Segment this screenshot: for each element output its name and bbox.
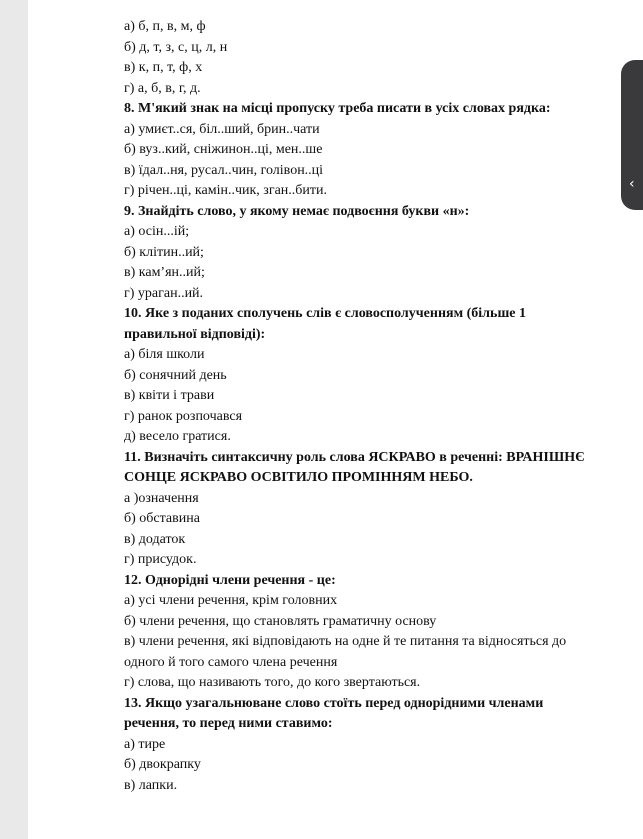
answer-option: б) сонячний день bbox=[124, 367, 227, 383]
answer-option: а) біля школи bbox=[124, 347, 205, 362]
document-page bbox=[28, 0, 643, 839]
answer-option: б) д, т, з, с, ц, л, н bbox=[124, 39, 228, 55]
question-text: 10. Яке з поданих сполучень слів є словосполученням (більше 1 bbox=[124, 306, 526, 321]
answer-option: г) ранок розпочався bbox=[124, 408, 243, 424]
answer-option: г) присудок. bbox=[124, 552, 197, 567]
answer-option: одного й того самого члена речення bbox=[124, 654, 338, 670]
question-text: 11. Визначіть синтаксичну роль слова ЯСКРАВО в реченні: ВРАНІШНЄ bbox=[124, 449, 585, 465]
answer-option: б) члени речення, що становлять граматичну основу bbox=[124, 613, 437, 629]
answer-option: г) слова, що називають того, до кого звертаються. bbox=[124, 675, 421, 690]
answer-option: д) весело гратися. bbox=[124, 429, 231, 444]
question-text: 8. М'який знак на місці пропуску треба писати в усіх словах рядка: bbox=[124, 101, 551, 116]
question-text: речення, то перед ними ставимо: bbox=[124, 716, 333, 731]
answer-option: в) кам’ян..ий; bbox=[124, 265, 205, 280]
chevron-left-icon[interactable]: ‹ bbox=[629, 176, 635, 192]
answer-option: в) додаток bbox=[124, 531, 186, 547]
answer-option: г) річен..ці, камін..чик, зган..бити. bbox=[124, 183, 328, 198]
answer-option: а) тире bbox=[124, 736, 166, 752]
question-text: СОНЦЕ ЯСКРАВО ОСВІТИЛО ПРОМІННЯМ НЕБО. bbox=[124, 470, 473, 485]
question-text: 13. Якщо узагальнюване слово стоїть перед однорідними членами bbox=[124, 695, 544, 711]
answer-option: а) осін...ій; bbox=[124, 224, 190, 239]
answer-option: а) усі члени речення, крім головних bbox=[124, 593, 338, 608]
answer-option: в) їдал..ня, русал..чин, голівон..ці bbox=[124, 162, 324, 178]
question-text: правильної відповіді): bbox=[124, 326, 266, 342]
answer-option: а )означення bbox=[124, 490, 199, 506]
answer-option: б) клітин..ий; bbox=[124, 244, 204, 260]
answer-option: в) квіти і трави bbox=[124, 388, 215, 403]
answer-option: в) члени речення, які відповідають на одне й те питання та відносяться до bbox=[124, 634, 567, 649]
answer-option: а) б, п, в, м, ф bbox=[124, 19, 206, 34]
answer-option: б) вуз..кий, сніжинон..ці, мен..ше bbox=[124, 142, 323, 157]
answer-option: а) умиєт..ся, біл..ший, брин..чати bbox=[124, 121, 320, 137]
answer-option: б) обставина bbox=[124, 511, 200, 526]
question-text: 9. Знайдіть слово, у якому немає подвоєння букви «н»: bbox=[124, 203, 470, 219]
answer-option: в) лапки. bbox=[124, 777, 178, 793]
question-text: 12. Однорідні члени речення - це: bbox=[124, 572, 336, 588]
answer-option: г) а, б, в, г, д. bbox=[124, 80, 201, 96]
answer-option: б) двокрапку bbox=[124, 757, 201, 772]
answer-option: в) к, п, т, ф, х bbox=[124, 60, 203, 75]
answer-option: г) ураган..ий. bbox=[124, 285, 204, 301]
document-content bbox=[124, 17, 643, 796]
